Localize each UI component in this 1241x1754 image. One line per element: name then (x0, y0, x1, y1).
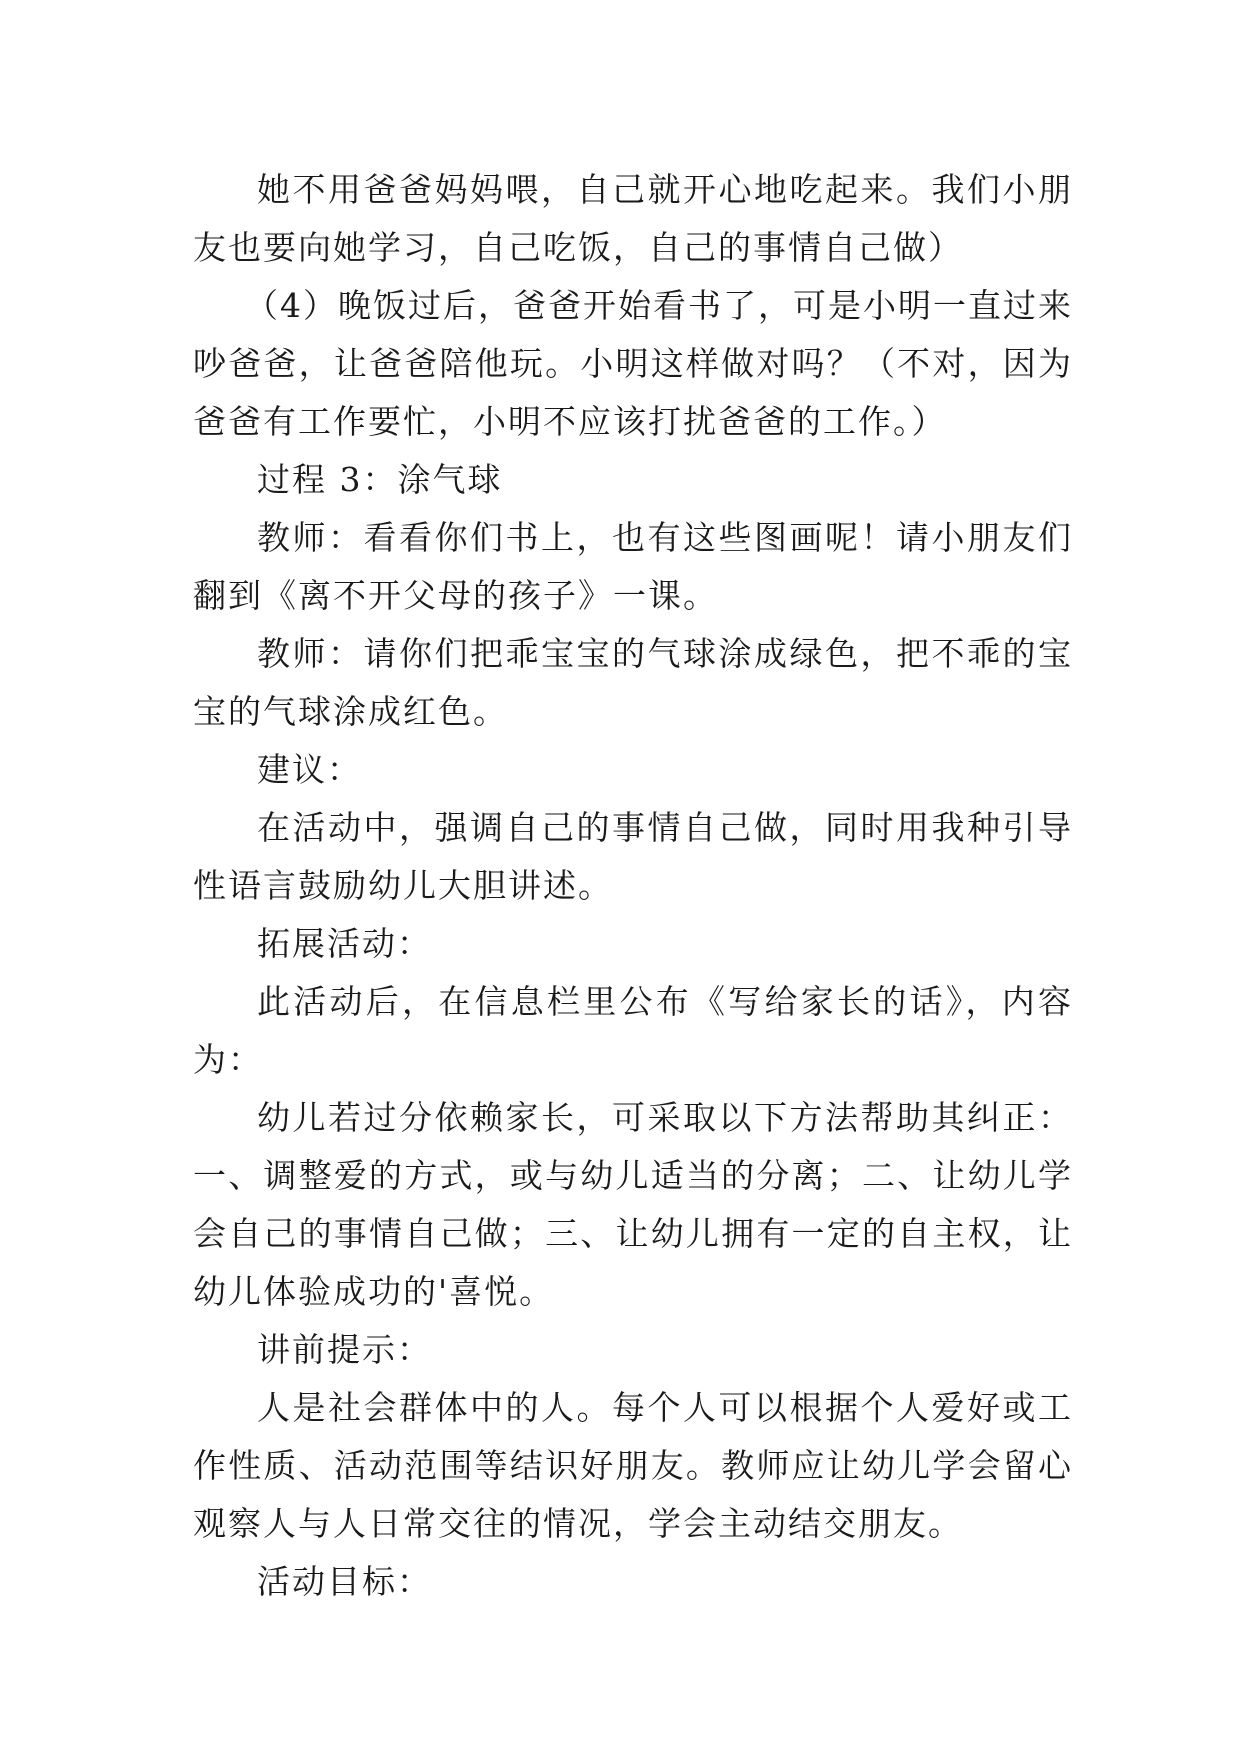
paragraph-question-4: （4）晚饭过后，爸爸开始看书了，可是小明一直过来吵爸爸，让爸爸陪他玩。小明这样做对吗？（不对，因为爸爸有工作要忙，小明不应该打扰爸爸的工作。） (193, 286, 1073, 441)
paragraph-eating-continued: 她不用爸爸妈妈喂，自己就开心地吃起来。我们小朋友也要向她学习，自己吃饭，自己的事情自己做） (193, 170, 1073, 267)
heading-pre-talk-tips: 讲前提示： (257, 1330, 432, 1369)
paragraph-extension-notice: 此活动后，在信息栏里公布《写给家长的话》，内容为： (193, 982, 1073, 1079)
heading-activity-goals: 活动目标： (257, 1562, 432, 1601)
heading-suggestion: 建议： (257, 750, 362, 789)
heading-process-3: 过程 3：涂气球 (257, 460, 503, 499)
paragraph-teacher-color-balloons: 教师：请你们把乖宝宝的气球涂成绿色，把不乖的宝宝的气球涂成红色。 (193, 634, 1073, 731)
paragraph-parent-methods: 幼儿若过分依赖家长，可采取以下方法帮助其纠正：一、调整爱的方式，或与幼儿适当的分离；二、让幼儿学会自己的事情自己做；三、让幼儿拥有一定的自主权，让幼儿体验成功的'喜悦。 (193, 1098, 1073, 1311)
heading-extension-activity: 拓展活动： (257, 924, 432, 963)
paragraph-suggestion: 在活动中，强调自己的事情自己做，同时用我种引导性语言鼓励幼儿大胆讲述。 (193, 808, 1073, 905)
paragraph-social-friends: 人是社会群体中的人。每个人可以根据个人爱好或工作性质、活动范围等结识好朋友。教师应让幼儿学会留心观察人与人日常交往的情况，学会主动结交朋友。 (193, 1388, 1073, 1543)
document-body (193, 161, 1073, 1611)
paragraph-teacher-open-book: 教师：看看你们书上，也有这些图画呢！请小朋友们翻到《离不开父母的孩子》一课。 (193, 518, 1073, 615)
